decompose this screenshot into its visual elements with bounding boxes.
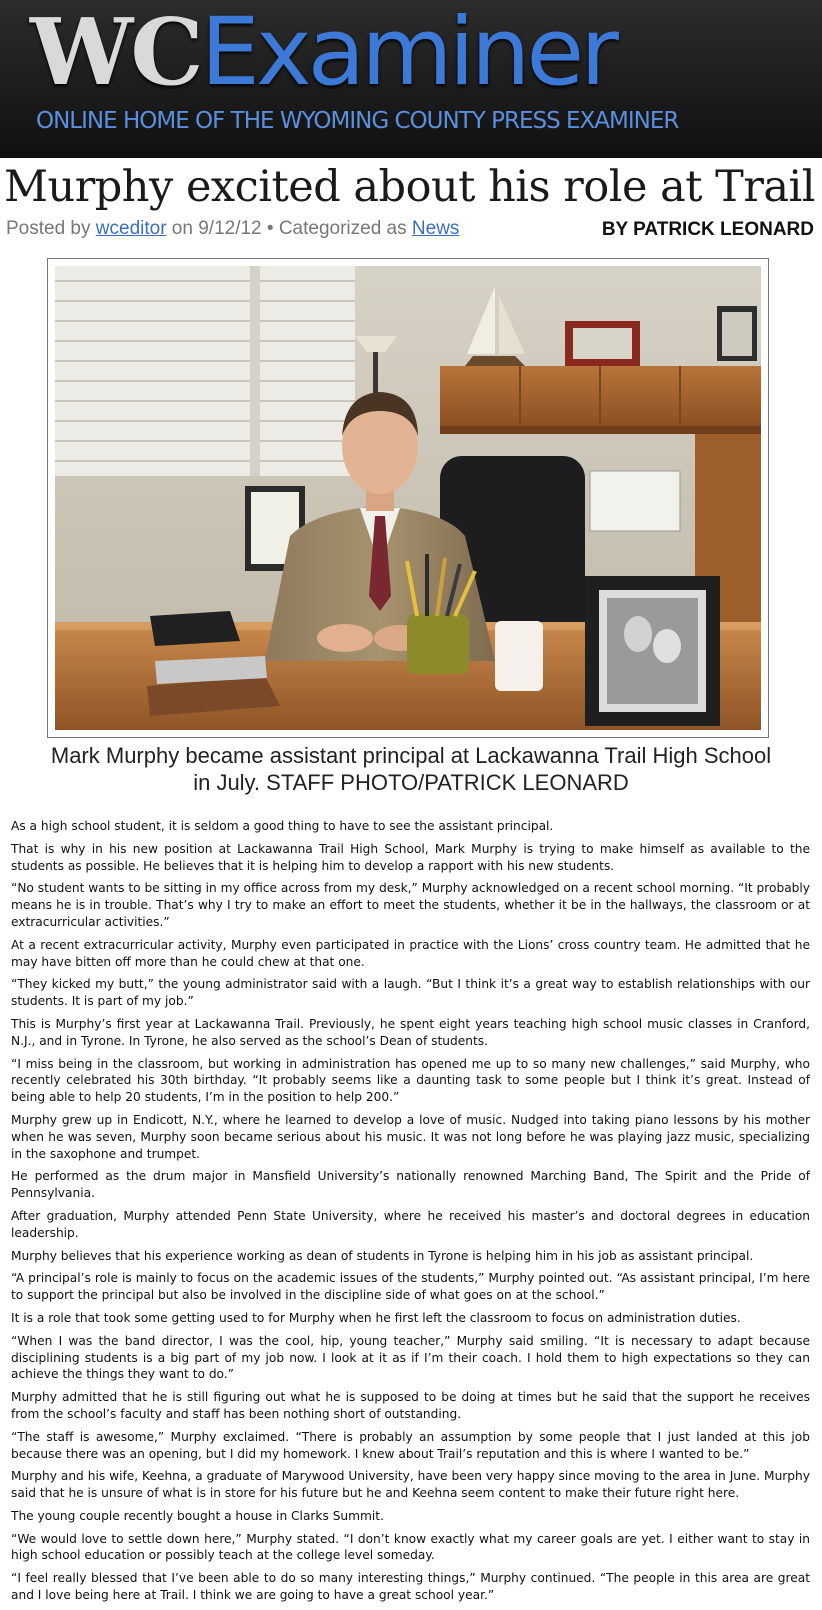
article-body (11, 818, 810, 1610)
article-paragraph: That is why in his new position at Lackawanna Trail High School, Mark Murphy is trying to make himself as available to the students as possible. He believes that it is helping him to develop a rapport with his new students. (11, 841, 810, 873)
article-paragraph: After graduation, Murphy attended Penn State University, where he received his master’s and doctoral degrees in education leadership. (11, 1208, 810, 1240)
posted-by-label: Posted by (6, 218, 96, 239)
article-paragraph: It is a role that took some getting used to for Murphy when he first left the classroom to focus on administration duties. (11, 1310, 741, 1325)
article-paragraph: Murphy and his wife, Keehna, a graduate of Marywood University, have been very happy since moving to the area in June. Murphy said that he is unsure of what is in store for his future but he and Keehna seem content to make their future right here. (11, 1469, 810, 1501)
site-masthead (0, 0, 822, 158)
post-date: on 9/12/12 • Categorized as (166, 218, 412, 239)
article-paragraph: Murphy believes that his experience working as dean of students in Tyrone is helping him in his job as assistant principal. (11, 1248, 754, 1263)
author-link[interactable]: wceditor (95, 218, 167, 239)
site-logo[interactable] (30, 0, 615, 107)
article-paragraph: “I feel really blessed that I’ve been able to do so many interesting things,” Murphy continued. “The people in this area are great and I love being here at Trail. I think we are going to have a great school year.” (11, 1571, 810, 1603)
post-meta (6, 218, 459, 240)
article-photo (55, 266, 761, 730)
article-paragraph: “When I was the band director, I was the cool, hip, young teacher,” Murphy said smiling. “It is necessary to adapt because disciplining students is a big part of my job now. I look at it as if I’m their coach. I hold them to high expectations so they can achieve the things they want to do.” (11, 1333, 810, 1382)
article-paragraph: Murphy admitted that he is still figuring out what he is supposed to be doing at times but he said that the support he receives from the school’s faculty and staff has been nothing short of outstanding. (11, 1390, 810, 1421)
site-tagline: ONLINE HOME OF THE WYOMING COUNTY PRESS EXAMINER (36, 108, 679, 134)
article-byline: BY PATRICK LEONARD (601, 219, 814, 240)
article-paragraph: Murphy grew up in Endicott, N.Y., where he learned to develop a love of music. Nudged into taking piano lessons by his mother when he was seven, Murphy soon became serious about his music. It was not long before he was playing jazz music, specializing in the saxophone and trumpet. (11, 1112, 810, 1161)
category-link[interactable]: News (411, 218, 460, 239)
article-paragraph: “A principal’s role is mainly to focus on the academic issues of the students,” Murphy pointed out. “As assistant principal, I’m here to support the principal but also be involved in the discipline side of what goes on at the school.” (11, 1271, 810, 1303)
article-title: Murphy excited about his role at Trail (4, 162, 816, 212)
article-paragraph: As a high school student, it is seldom a good thing to have to see the assistant principal. (11, 819, 554, 833)
article-paragraph: “I miss being in the classroom, but working in administration has opened me up to so many new challenges,” said Murphy, who recently celebrated his 30th birthday. “It probably seems like a daunting task to some people but I think it’s great. Instead of being able to help 20 students, I’m in the position to help 200.” (11, 1056, 810, 1105)
article-paragraph: “No student wants to be sitting in my office across from my desk,” Murphy acknowledged on a recent school morning. “It probably means he is in trouble. That’s why I try to make an effort to meet the students, whether it be in the hallways, the classroom or at extracurricular activities.” (11, 881, 810, 929)
logo-examiner-text: Examiner (200, 0, 615, 107)
article-paragraph: At a recent extracurricular activity, Murphy even participated in practice with the Lions’ cross country team. He admitted that he may have bitten off more than he could chew at that one. (11, 937, 810, 969)
article-paragraph: “We would love to settle down here,” Murphy stated. “I don’t know exactly what my career goals are yet. I either want to stay in high school education or possibly teach at the college level someday. (11, 1531, 810, 1563)
article-paragraph: The young couple recently bought a house in Clarks Summit. (11, 1508, 384, 1523)
article-paragraph: “They kicked my butt,” the young administrator said with a laugh. “But I think it’s a great way to establish relationships with our students. It is part of my job.” (11, 977, 810, 1009)
article-paragraph: “The staff is awesome,” Murphy exclaimed. “There is probably an assumption by some people that I just landed at this job because there was an opening, but I did my homework. I knew about Trail’s reputation and this is where I wanted to be.” (11, 1429, 810, 1461)
article-paragraph: He performed as the drum major in Mansfield University’s nationally renowned Marching Band, The Spirit and the Pride of Pennsylvania. (11, 1169, 810, 1201)
logo-wc-text: WC (30, 0, 201, 106)
article-paragraph: This is Murphy’s first year at Lackawanna Trail. Previously, he spent eight years teaching high school music classes in Cranford, N.J., and in Tyrone. In Tyrone, he also served as the school’s Dean of students. (11, 1016, 810, 1048)
photo-caption: Mark Murphy became assistant principal at Lackawanna Trail High School in July. STAFF PHOTO/PATRICK LEONARD (50, 743, 772, 795)
photo-frame (47, 258, 769, 738)
